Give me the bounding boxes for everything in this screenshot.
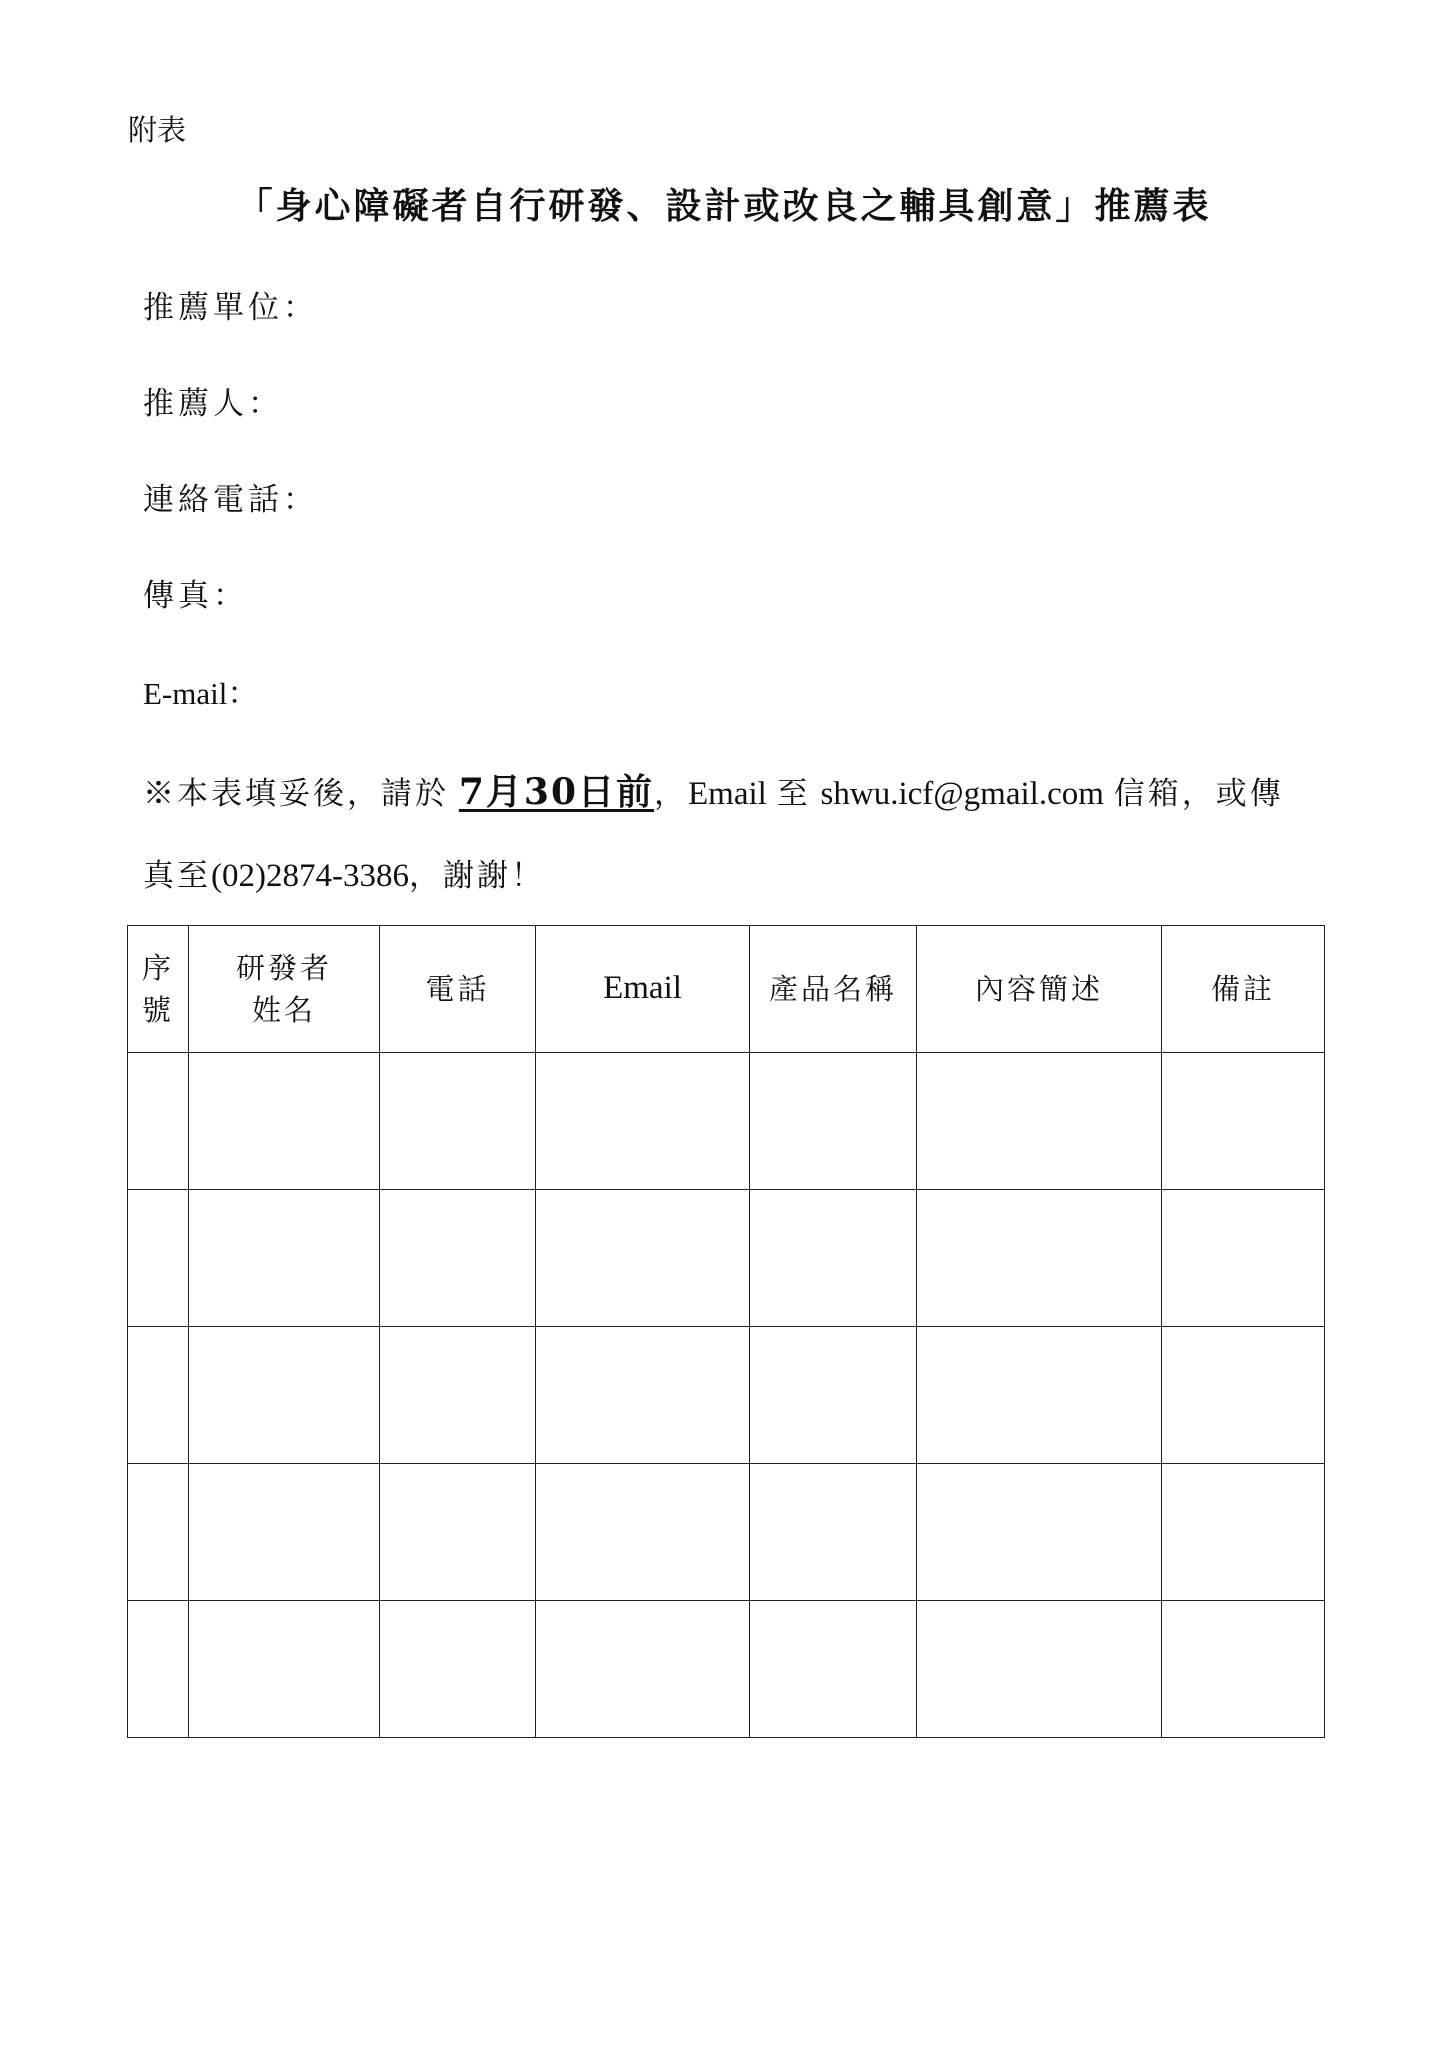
- cell-description[interactable]: [917, 1601, 1162, 1738]
- submission-notice-line1: [143, 764, 1284, 815]
- table-row: [128, 1053, 1325, 1190]
- header-seq-line1: 序: [141, 950, 174, 985]
- cell-email[interactable]: [536, 1190, 750, 1327]
- field-email: E-mail：: [143, 676, 259, 711]
- field-phone: 連絡電話：: [143, 482, 318, 518]
- cell-seq[interactable]: [128, 1327, 189, 1464]
- cell-developer-name[interactable]: [189, 1053, 380, 1190]
- notice-email-word: Email: [688, 776, 767, 812]
- cell-phone[interactable]: [380, 1601, 536, 1738]
- cell-product-name[interactable]: [750, 1190, 917, 1327]
- header-seq-line2: 號: [141, 993, 174, 1027]
- annex-label: 附表: [128, 113, 187, 147]
- cell-remarks[interactable]: [1162, 1601, 1325, 1738]
- cell-developer-name[interactable]: [189, 1327, 380, 1464]
- nomination-table: [127, 925, 1325, 1738]
- table-row: [128, 1601, 1325, 1738]
- cell-product-name[interactable]: [750, 1601, 917, 1738]
- field-fax: 傳真：: [143, 578, 248, 614]
- header-email: Email: [536, 926, 750, 1053]
- table-row: [128, 1464, 1325, 1601]
- header-description: 內容簡述: [917, 926, 1162, 1053]
- field-recommender: 推薦人：: [143, 386, 283, 422]
- notice-comma: ，: [654, 776, 689, 812]
- table-row: [128, 1327, 1325, 1464]
- notice-thanks: ，謝謝！: [408, 858, 545, 894]
- notice-email-address: shwu.icf@gmail.com: [820, 776, 1104, 812]
- cell-description[interactable]: [917, 1327, 1162, 1464]
- cell-product-name[interactable]: [750, 1464, 917, 1601]
- notice-fax-number: (02)2874-3386: [211, 858, 409, 894]
- cell-phone[interactable]: [380, 1053, 536, 1190]
- cell-phone[interactable]: [380, 1464, 536, 1601]
- submission-notice-line2: [143, 850, 545, 895]
- cell-seq[interactable]: [128, 1053, 189, 1190]
- cell-seq[interactable]: [128, 1464, 189, 1601]
- cell-description[interactable]: [917, 1464, 1162, 1601]
- form-title: 「身心障礙者自行研發、設計或改良之輔具創意」推薦表: [236, 185, 1212, 227]
- header-phone: 電話: [380, 926, 536, 1053]
- cell-phone[interactable]: [380, 1190, 536, 1327]
- cell-remarks[interactable]: [1162, 1190, 1325, 1327]
- cell-developer-name[interactable]: [189, 1190, 380, 1327]
- cell-seq[interactable]: [128, 1601, 189, 1738]
- header-developer-line1: 研發者: [235, 950, 332, 985]
- notice-prefix: ※本表填妥後，請於: [143, 776, 449, 812]
- cell-product-name[interactable]: [750, 1327, 917, 1464]
- cell-description[interactable]: [917, 1190, 1162, 1327]
- table-row: [128, 1190, 1325, 1327]
- cell-description[interactable]: [917, 1053, 1162, 1190]
- header-remarks: 備註: [1162, 926, 1325, 1053]
- header-seq: [128, 926, 189, 1053]
- table-header-row: [128, 926, 1325, 1053]
- field-recommending-unit: 推薦單位：: [143, 290, 318, 326]
- cell-email[interactable]: [536, 1464, 750, 1601]
- cell-remarks[interactable]: [1162, 1464, 1325, 1601]
- table-body: [128, 1053, 1325, 1738]
- cell-developer-name[interactable]: [189, 1464, 380, 1601]
- cell-email[interactable]: [536, 1601, 750, 1738]
- cell-seq[interactable]: [128, 1190, 189, 1327]
- cell-email[interactable]: [536, 1327, 750, 1464]
- header-developer-line2: 姓名: [251, 993, 316, 1027]
- header-product-name: 產品名稱: [750, 926, 917, 1053]
- cell-product-name[interactable]: [750, 1053, 917, 1190]
- cell-email[interactable]: [536, 1053, 750, 1190]
- cell-developer-name[interactable]: [189, 1601, 380, 1738]
- notice-line2-prefix: 真至: [143, 858, 211, 894]
- notice-deadline: 7月30日前: [458, 771, 655, 813]
- notice-to: 至: [776, 776, 811, 812]
- cell-remarks[interactable]: [1162, 1327, 1325, 1464]
- notice-mailbox-or-fax: 信箱，或傳: [1113, 776, 1284, 812]
- cell-phone[interactable]: [380, 1327, 536, 1464]
- header-developer-name: [189, 926, 380, 1053]
- cell-remarks[interactable]: [1162, 1053, 1325, 1190]
